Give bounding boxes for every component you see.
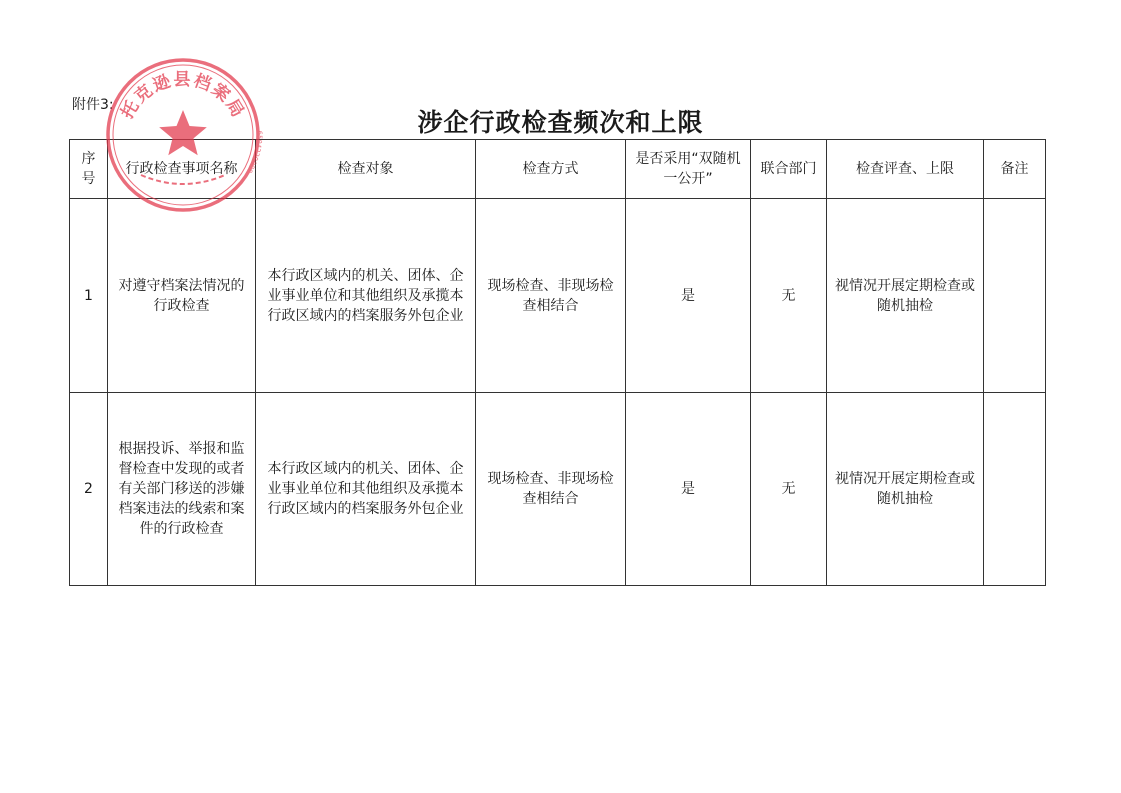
cell-limit: 视情况开展定期检查或随机抽检	[827, 199, 984, 393]
cell-remark	[984, 393, 1046, 586]
cell-remark	[984, 199, 1046, 393]
cell-target: 本行政区域内的机关、团体、企业事业单位和其他组织及承揽本行政区域内的档案服务外包企业	[256, 199, 476, 393]
cell-joint-dept: 无	[751, 199, 827, 393]
header-limit: 检查评查、上限	[827, 140, 984, 199]
header-item: 行政检查事项名称	[108, 140, 256, 199]
table-row	[70, 199, 1046, 393]
seal-text: 托克逊县档案局	[117, 70, 249, 123]
header-target: 检查对象	[256, 140, 476, 199]
attachment-label: 附件3:	[72, 97, 114, 113]
header-remark: 备注	[984, 140, 1046, 199]
table-row	[70, 393, 1046, 586]
cell-no: 1	[70, 199, 108, 393]
header-joint-dept: 联合部门	[751, 140, 827, 199]
header-no: 序号	[70, 140, 108, 199]
cell-double-random: 是	[626, 393, 751, 586]
inspection-table	[69, 139, 1046, 586]
header-method: 检查方式	[476, 140, 626, 199]
page-title: 涉企行政检查频次和上限	[417, 108, 704, 137]
cell-joint-dept: 无	[751, 393, 827, 586]
header-row	[70, 140, 1046, 199]
cell-target: 本行政区域内的机关、团体、企业事业单位和其他组织及承揽本行政区域内的档案服务外包企业	[256, 393, 476, 586]
cell-double-random: 是	[626, 199, 751, 393]
cell-method: 现场检查、非现场检查相结合	[476, 393, 626, 586]
seal-number: 6504220000	[244, 130, 263, 175]
cell-limit: 视情况开展定期检查或随机抽检	[827, 393, 984, 586]
cell-item: 根据投诉、举报和监督检查中发现的或者有关部门移送的涉嫌档案违法的线索和案件的行政检查	[108, 393, 256, 586]
header-double-random: 是否采用“双随机一公开”	[626, 140, 751, 199]
cell-no: 2	[70, 393, 108, 586]
cell-item: 对遵守档案法情况的行政检查	[108, 199, 256, 393]
cell-method: 现场检查、非现场检查相结合	[476, 199, 626, 393]
